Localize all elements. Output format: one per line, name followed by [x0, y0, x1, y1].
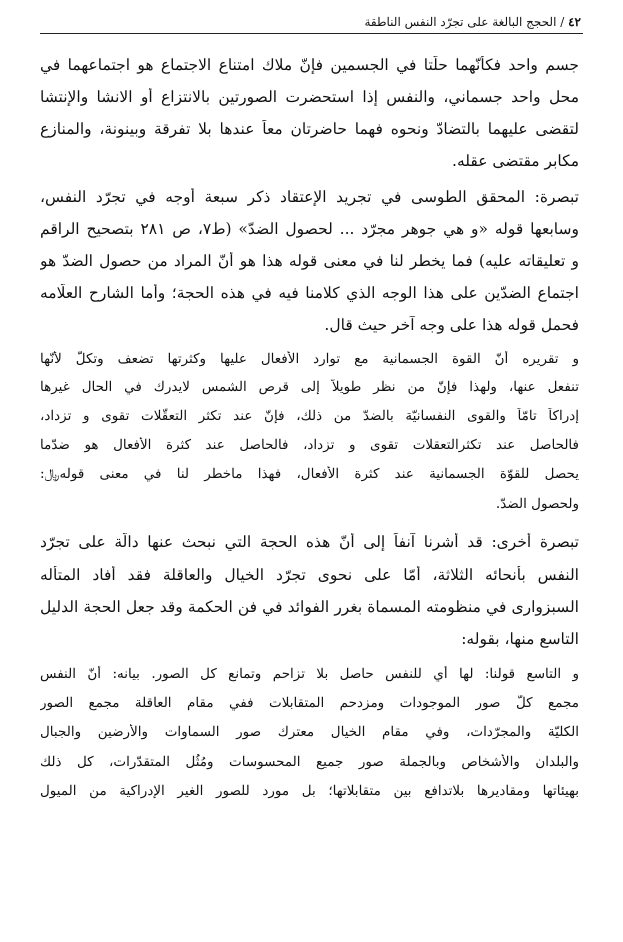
quote-1-line-6: ولحصول الضدّ. — [495, 496, 579, 512]
quote-2-line-1: و التاسع قولنا: لها أي للنفس حاصل بلا تزاحم وتمانع كل الصور. بيانه: أنّ النفس — [40, 666, 579, 682]
paragraph-1-line-3: لتقضى عليهما بالتضادّ ونحوه فهما حاضرتان معاً عندها بلا تفرقة وبينونة، والمنازع — [40, 120, 579, 138]
quote-1-line-4: فالحاصل عند تكثرالتعقلات تقوى و تزداد، فالحاصل عند كثرة الأفعال هو ضدّما — [40, 437, 579, 453]
quote-1-line-3: إدراكاً تامّاً والقوى النفسانيّة بالضدّ من ذلك، فإنّ عند تكثر التعقّلات تقوى و تزداد، — [40, 408, 579, 424]
paragraph-2-line-3: و تعليقاته عليه) فما يخطر لنا في معنى قوله هذا هو أنّ المراد من حصول الضدّ هو — [40, 252, 579, 270]
paragraph-3-line-3: السبزوارى في منظومته المسماة بغرر الفوائد في فن الحكمة وقد جعل الحجة الدليل — [40, 598, 579, 616]
paragraph-1-line-2: محل واحد جسماني، والنفس إذا استحضرت الصورتين بالانتزاع أو الانشا والإنتشا — [40, 88, 579, 106]
quote-2-line-4: والبلدان والأشخاص وبالجملة صور جميع المحسوسات ومُثُل المتقدّرات، كل ذلك — [40, 754, 579, 770]
paragraph-3-line-2: النفس بأنحائه الثلاثة، أمّا على نحوى تجرّد الخيال والعاقلة فقد أفاد المتأله — [40, 566, 579, 584]
quote-2-line-5: بهيئاتها ومقاديرها بلاتدافع بين متقابلاتها؛ بل مورد للصور الغير الإدراكية من الميول — [40, 783, 579, 799]
paragraph-1-line-1: جسم واحد فكأنّهما حلّتا في الجسمين فإنّ ملاك امتناع الاجتماع هو اجتماعهما في — [40, 56, 579, 74]
quote-1-line-1: و تقريره أنّ القوة الجسمانية مع توارد الأفعال عليها وكثرتها تضعف وتكلّ لأنّها — [40, 351, 579, 367]
paragraph-1-line-4: مكابر مقتضى عقله. — [452, 152, 579, 170]
header-rule — [40, 33, 583, 34]
paragraph-2-line-4: اجتماع الضدّين على هذا الوجه الذي كلامنا فيه في هذه الحجة؛ وأما الشارح العلّامه — [40, 284, 579, 302]
header-separator: / — [560, 15, 565, 29]
quote-2-line-2: مجمع كلّ صور الموجودات ومزدحم المتقابلات ففي مقام العاقلة مجمع الصور — [40, 695, 579, 711]
quote-2-line-3: الكليّة والمجرّدات، وفي مقام الخيال معترك صور السماوات والأرضين والجبال — [40, 724, 579, 740]
quote-1-line-2: تنفعل عنها، ولهذا فإنّ من نظر طويلاً إلى قرص الشمس لايدرك في الحال غيرها — [40, 379, 579, 395]
paragraph-2-line-2: وسابعها قوله «و هي جوهر مجرّد ... لحصول الضدّ» (ط٧، ص ٢٨١ بتصحيح الراقم — [40, 220, 579, 238]
paragraph-2-line-1: تبصرة: المحقق الطوسى في تجريد الإعتقاد ذكر سبعة أوجه في تجرّد النفس، — [40, 188, 579, 206]
paragraph-3-line-1: تبصرة أُخرى: قد أشرنا آنفاً إلى أنّ هذه الحجة التي نبحث عنها دالّة على تجرّد — [40, 533, 579, 551]
running-header — [40, 15, 581, 29]
quote-1-line-5: يحصل للقوّة الجسمانية عند كثرة الأفعال، فهذا ماخطر لنا في معنى قوله﷼: — [40, 466, 579, 482]
paragraph-2-line-5: فحمل قوله هذا على وجه آخر حيث قال. — [324, 316, 579, 334]
paragraph-3-line-4: التاسع منها، بقوله: — [461, 630, 579, 648]
page-number: ٤٢ — [568, 15, 581, 29]
running-title: الحجج البالغة على تجرّد النفس الناطقة — [364, 15, 557, 29]
